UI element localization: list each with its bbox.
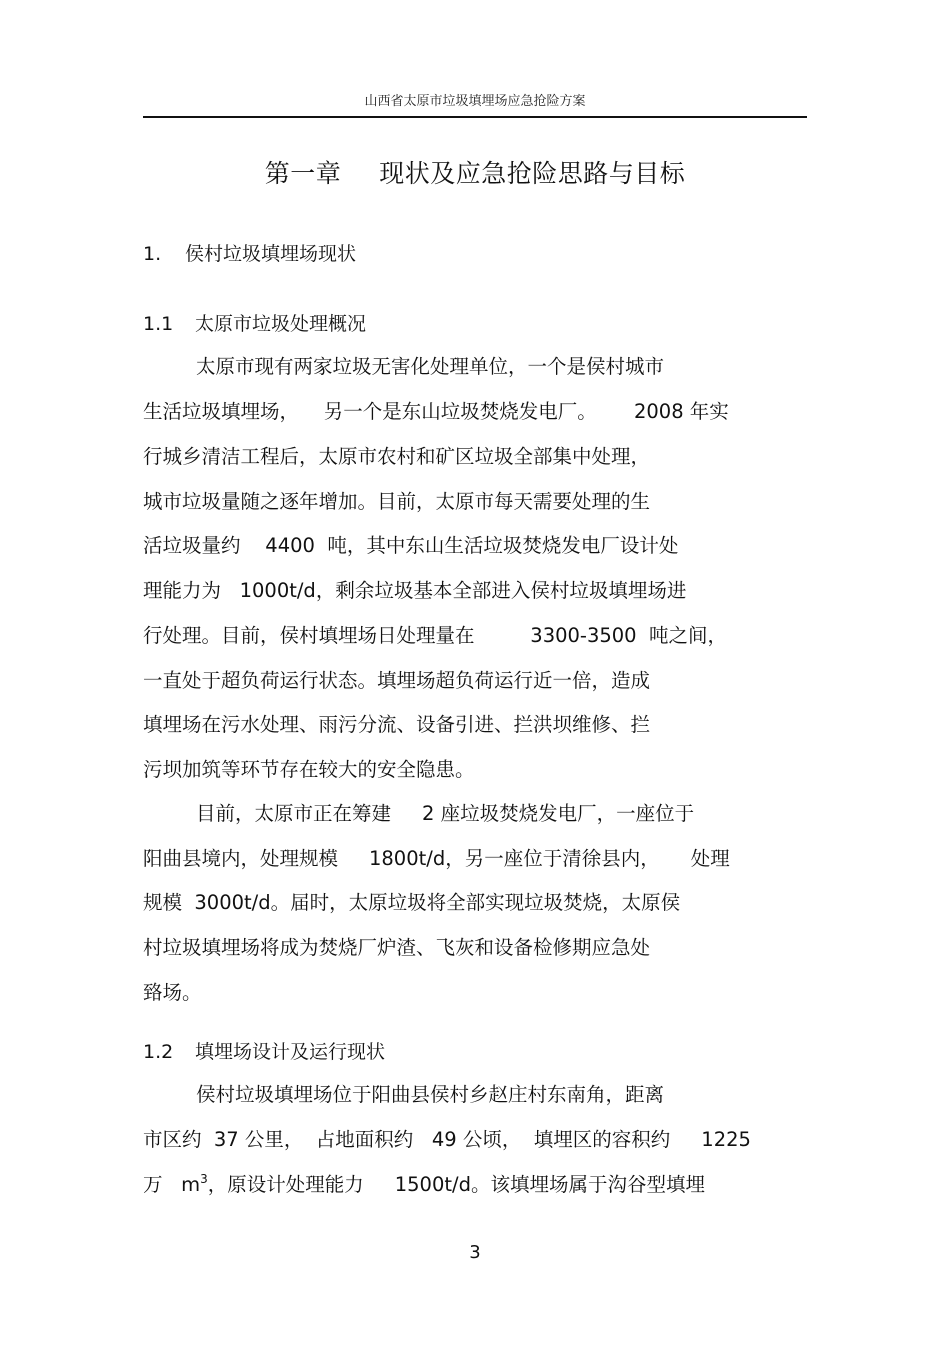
superscript-exponent: 3	[200, 1172, 208, 1186]
text-line: 阳曲县境内，处理规模 1800t/d，另一座位于清徐县内， 处理	[143, 847, 730, 870]
text-line: 理能力为 1000t/d，剩余垃圾基本全部进入侯村垃圾填埋场进	[143, 579, 687, 602]
section-1-heading	[143, 239, 356, 266]
text-line: 臵场。	[143, 981, 202, 1004]
text-line: 生活垃圾填埋场， 另一个是东山垃圾焚烧发电厂。 2008 年实	[143, 400, 729, 423]
text-line: 市区约 37 公里， 占地面积约 49 公顷， 填埋区的容积约 1225	[143, 1128, 751, 1151]
text-line: 村垃圾填埋场将成为焚烧厂炉渣、飞灰和设备检修期应急处	[143, 936, 651, 959]
text-line: 活垃圾量约 4400 吨，其中东山生活垃圾焚烧发电厂设计处	[143, 534, 679, 557]
page-number: 3	[469, 1242, 481, 1263]
line-text: 万 m	[143, 1173, 201, 1196]
section-1-2-heading	[143, 1037, 385, 1064]
line-text: ，原设计处理能力 1500t/d。该填埋场属于沟谷型填埋	[207, 1173, 705, 1196]
text-line: 城市垃圾量随之逐年增加。目前，太原市每天需要处理的生	[143, 490, 651, 513]
section-number: 1.2	[143, 1041, 174, 1063]
section-title: 侯村垃圾填埋场现状	[185, 243, 357, 265]
chapter-name: 现状及应急抢险思路与目标	[379, 159, 686, 188]
text-line: 行城乡清洁工程后，太原市农村和矿区垃圾全部集中处理，	[143, 445, 651, 468]
section-title: 填埋场设计及运行现状	[195, 1041, 386, 1063]
section-number: 1.	[143, 243, 162, 265]
section-title: 太原市垃圾处理概况	[195, 313, 367, 335]
text-line-with-superscript	[143, 1172, 705, 1198]
text-line: 侯村垃圾填埋场位于阳曲县侯村乡赵庄村东南角，距离	[196, 1083, 665, 1106]
header-rule	[143, 116, 807, 118]
text-line: 太原市现有两家垃圾无害化处理单位，一个是侯村城市	[196, 355, 665, 378]
chapter-number: 第一章	[264, 159, 342, 188]
text-line: 污坝加筑等环节存在较大的安全隐患。	[143, 758, 475, 781]
text-line: 规模 3000t/d。届时，太原垃圾将全部实现垃圾焚烧，太原侯	[143, 891, 681, 914]
section-1-1-heading	[143, 309, 366, 336]
section-number: 1.1	[143, 313, 174, 335]
text-line: 行处理。目前，侯村填埋场日处理量在 3300-3500 吨之间，	[143, 624, 727, 647]
chapter-title	[0, 154, 950, 190]
text-line: 填埋场在污水处理、雨污分流、设备引进、拦洪坝维修、拦	[143, 713, 651, 736]
text-line: 一直处于超负荷运行状态。填埋场超负荷运行近一倍，造成	[143, 669, 651, 692]
running-header: 山西省太原市垃圾填埋场应急抢险方案	[364, 94, 586, 109]
text-line: 目前，太原市正在筹建 2 座垃圾焚烧发电厂，一座位于	[196, 802, 695, 825]
